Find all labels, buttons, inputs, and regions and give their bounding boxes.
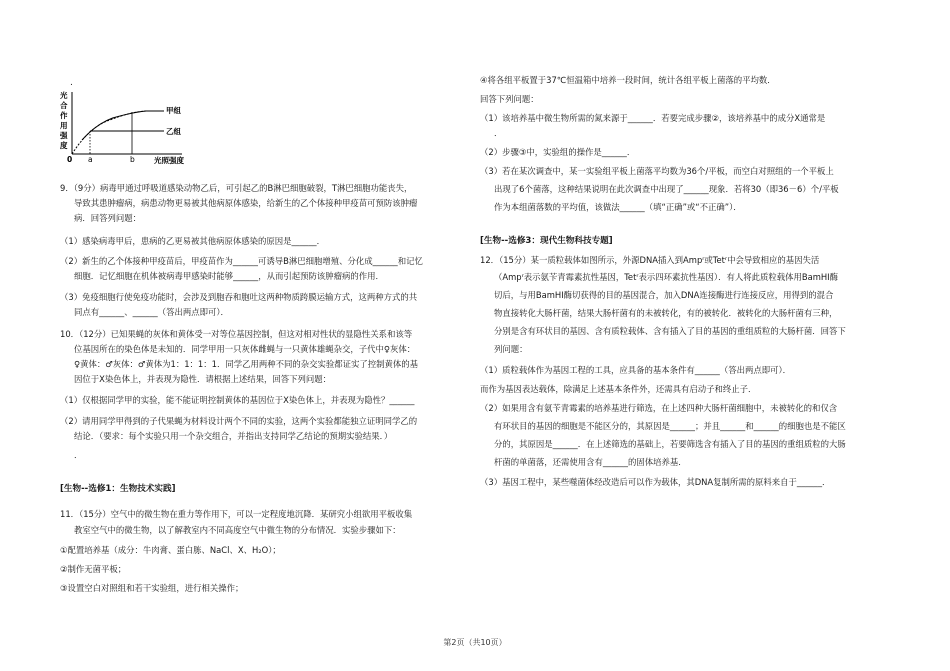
text-line: （1）该培养基中微生物所需的氮来源于______．若要完成步骤②，该培养基中的成分X通常是 [480,113,826,123]
text-line: ③设置空白对照组和若干实验组，进行相关操作； [60,583,244,593]
stray-period: . [70,78,73,88]
text-line: 而作为基因表达载体，除满足上述基本条件外，还需具有启动子和终止子． [480,384,757,394]
curve-group-jia [72,111,164,154]
text-line: 出现了6个菌落，这种结果说明在此次调查中出现了______现象．若将30（即36－6）个/平板 [494,184,839,194]
y-label-char: 度 [60,141,68,150]
text-line: （2）请用同学甲得到的子代果蝇为材料设计两个不同的实验，这两个实验都能独立证明同学乙的 [60,416,418,426]
text-line: 教室空气中的微生物，以了解教室内不同高度空气中微生物的分布情况．实验步骤如下： [74,525,401,535]
y-label-char: 强 [60,131,68,140]
text-line: （1）质粒载体作为基因工程的工具，应具备的基本条件有______（答出两点即可）． [480,365,792,375]
text-line: 分别是含有环状目的基因、含有质粒载体、含有插入了目的基因的重组质粒的大肠杆菌．回答下 [494,326,846,336]
text-line: 切后，与用BamHI酶切获得的目的基因混合，加入DNA连接酶进行连接反应，用得到的混合 [494,290,834,300]
text-line: 回答下列问题： [480,94,539,104]
text-line: ． [74,450,83,460]
label-jia: 甲组 [166,106,181,115]
y-axis-label [60,90,68,150]
text-line: 10．（12分）已知果蝇的灰体和黄体受一对等位基因控制，但这对相对性状的显隐性关系和该等 [60,329,413,339]
page-footer: 第2页（共10页） [443,638,507,647]
origin-label: 0 [67,155,73,164]
text-line: 12．（15分）某一质粒载体如图所示，外源DNA插入到Ampʳ或Tetʳ中会导致相应的基因失活 [480,255,820,265]
text-line: ①配置培养基（成分：牛肉膏、蛋白胨、NaCl、X、H₂O）； [60,545,281,555]
y-label-char: 作 [60,111,68,120]
text-line: （3）基因工程中，某些噬菌体经改造后可以作为载体，其DNA复制所需的原料来自于______． [480,477,831,487]
text-line: （2）如果用含有氨苄青霉素的培养基进行筛选，在上述四种大肠杆菌细胞中，未被转化的和仅含 [480,403,838,413]
text-line: 分的，其原因是______．在上述筛选的基础上，若要筛选含有插入了目的基因的重组质粒的大肠 [494,439,846,449]
text-line: 病．回答列问题： [74,213,141,223]
text-line: ． [494,128,503,138]
text-line: 作为本组菌落数的平均值，该做法______（填“正确”或“不正确”）． [494,202,742,212]
x-axis-label: 光照强度 [154,156,184,165]
text-line: 列问题： [494,344,528,354]
y-label-char: 用 [60,121,68,130]
text-line: 细胞．记忆细胞在机体被病毒甲感染时能够______，从而引起预防该肿瘤病的作用． [74,271,384,281]
text-line: 同点有______、______（答出两点即可）． [74,307,229,317]
text-line: ♀黄体：♂灰体：♂黄体为1：1：1：1．同学乙用两种不同的杂交实验都证实了控制黄体的基 [74,359,418,369]
tick-b-label: b [130,155,135,164]
text-line: ②制作无菌平板； [60,564,127,574]
text-line: （1）仅根据同学甲的实验，能不能证明控制黄体的基因位于X染色体上，并表现为隐性？______ [60,395,415,405]
text-line: （2）新生的乙个体接种甲疫苗后，甲疫苗作为______可诱导B淋巴细胞增殖、分化成______和记忆 [60,256,423,266]
text-line: 因位于X染色体上，并表现为隐性．请根据上述结果，回答下列问题： [74,374,331,384]
text-line: 结论．（要求：每个实验只用一个杂交组合，并指出支持同学乙结论的预期实验结果．） [74,431,393,441]
text-line: ④将各组平板置于37℃恒温箱中培养一段时间，统计各组平板上菌落的平均数． [480,75,776,85]
text-line: 导致其患肿瘤病，病患动物更易被其他病原体感染，给新生的乙个体接种甲疫苗可预防该肿瘤 [74,198,418,208]
text-line: （3）若在某次调查中，某一实验组平板上菌落平均数为36个/平板，而空白对照组的一个平板上 [480,166,834,176]
section-heading: [生物--选修1：生物技术实践] [60,484,176,494]
text-line: 9．（9分）病毒甲通过呼吸道感染动物乙后，可引起乙的B淋巴细胞破裂，T淋巴细胞功能丧失， [60,183,413,193]
curve-group-jia-solid [82,111,164,140]
y-label-char: 光 [60,91,68,100]
photosynthesis-figure [60,90,200,170]
y-label-char: 合 [60,101,68,110]
tick-a-label: a [88,155,93,164]
label-yi: 乙组 [166,127,181,136]
text-line: 11．（15分）空气中的微生物在重力等作用下，可以一定程度地沉降．某研究小组欲用平板收集 [60,509,413,519]
text-line: （Ampʳ表示氨苄青霉素抗性基因，Tetʳ表示四环素抗性基因）．有人将此质粒载体用BamHI酶 [494,272,839,282]
text-line: 有环状目的基因的细胞是不能区分的，其原因是______；并且______和______的细胞也是不能区 [494,421,846,431]
text-line: （1）感染病毒甲后，患病的乙更易被其他病原体感染的原因是______． [60,236,325,246]
text-line: （2）步骤③中，实验组的操作是______． [480,147,636,157]
section-heading: [生物--选修3：现代生物科技专题] [480,236,613,246]
text-line: （3）免疫细胞行使免疫功能时，会涉及到胞吞和胞吐这两种物质跨膜运输方式，这两种方式的共 [60,292,418,302]
text-line: 物直接转化大肠杆菌，结果大肠杆菌有的未被转化，有的被转化．被转化的大肠杆菌有三种， [494,308,838,318]
text-line: 位基因所在的染色体是未知的．同学甲用一只灰体雌蝇与一只黄体雄蝇杂交，子代中♀灰体： [74,344,416,354]
text-line: 杆菌的单菌落，还需使用含有______的固体培养基． [494,457,687,467]
